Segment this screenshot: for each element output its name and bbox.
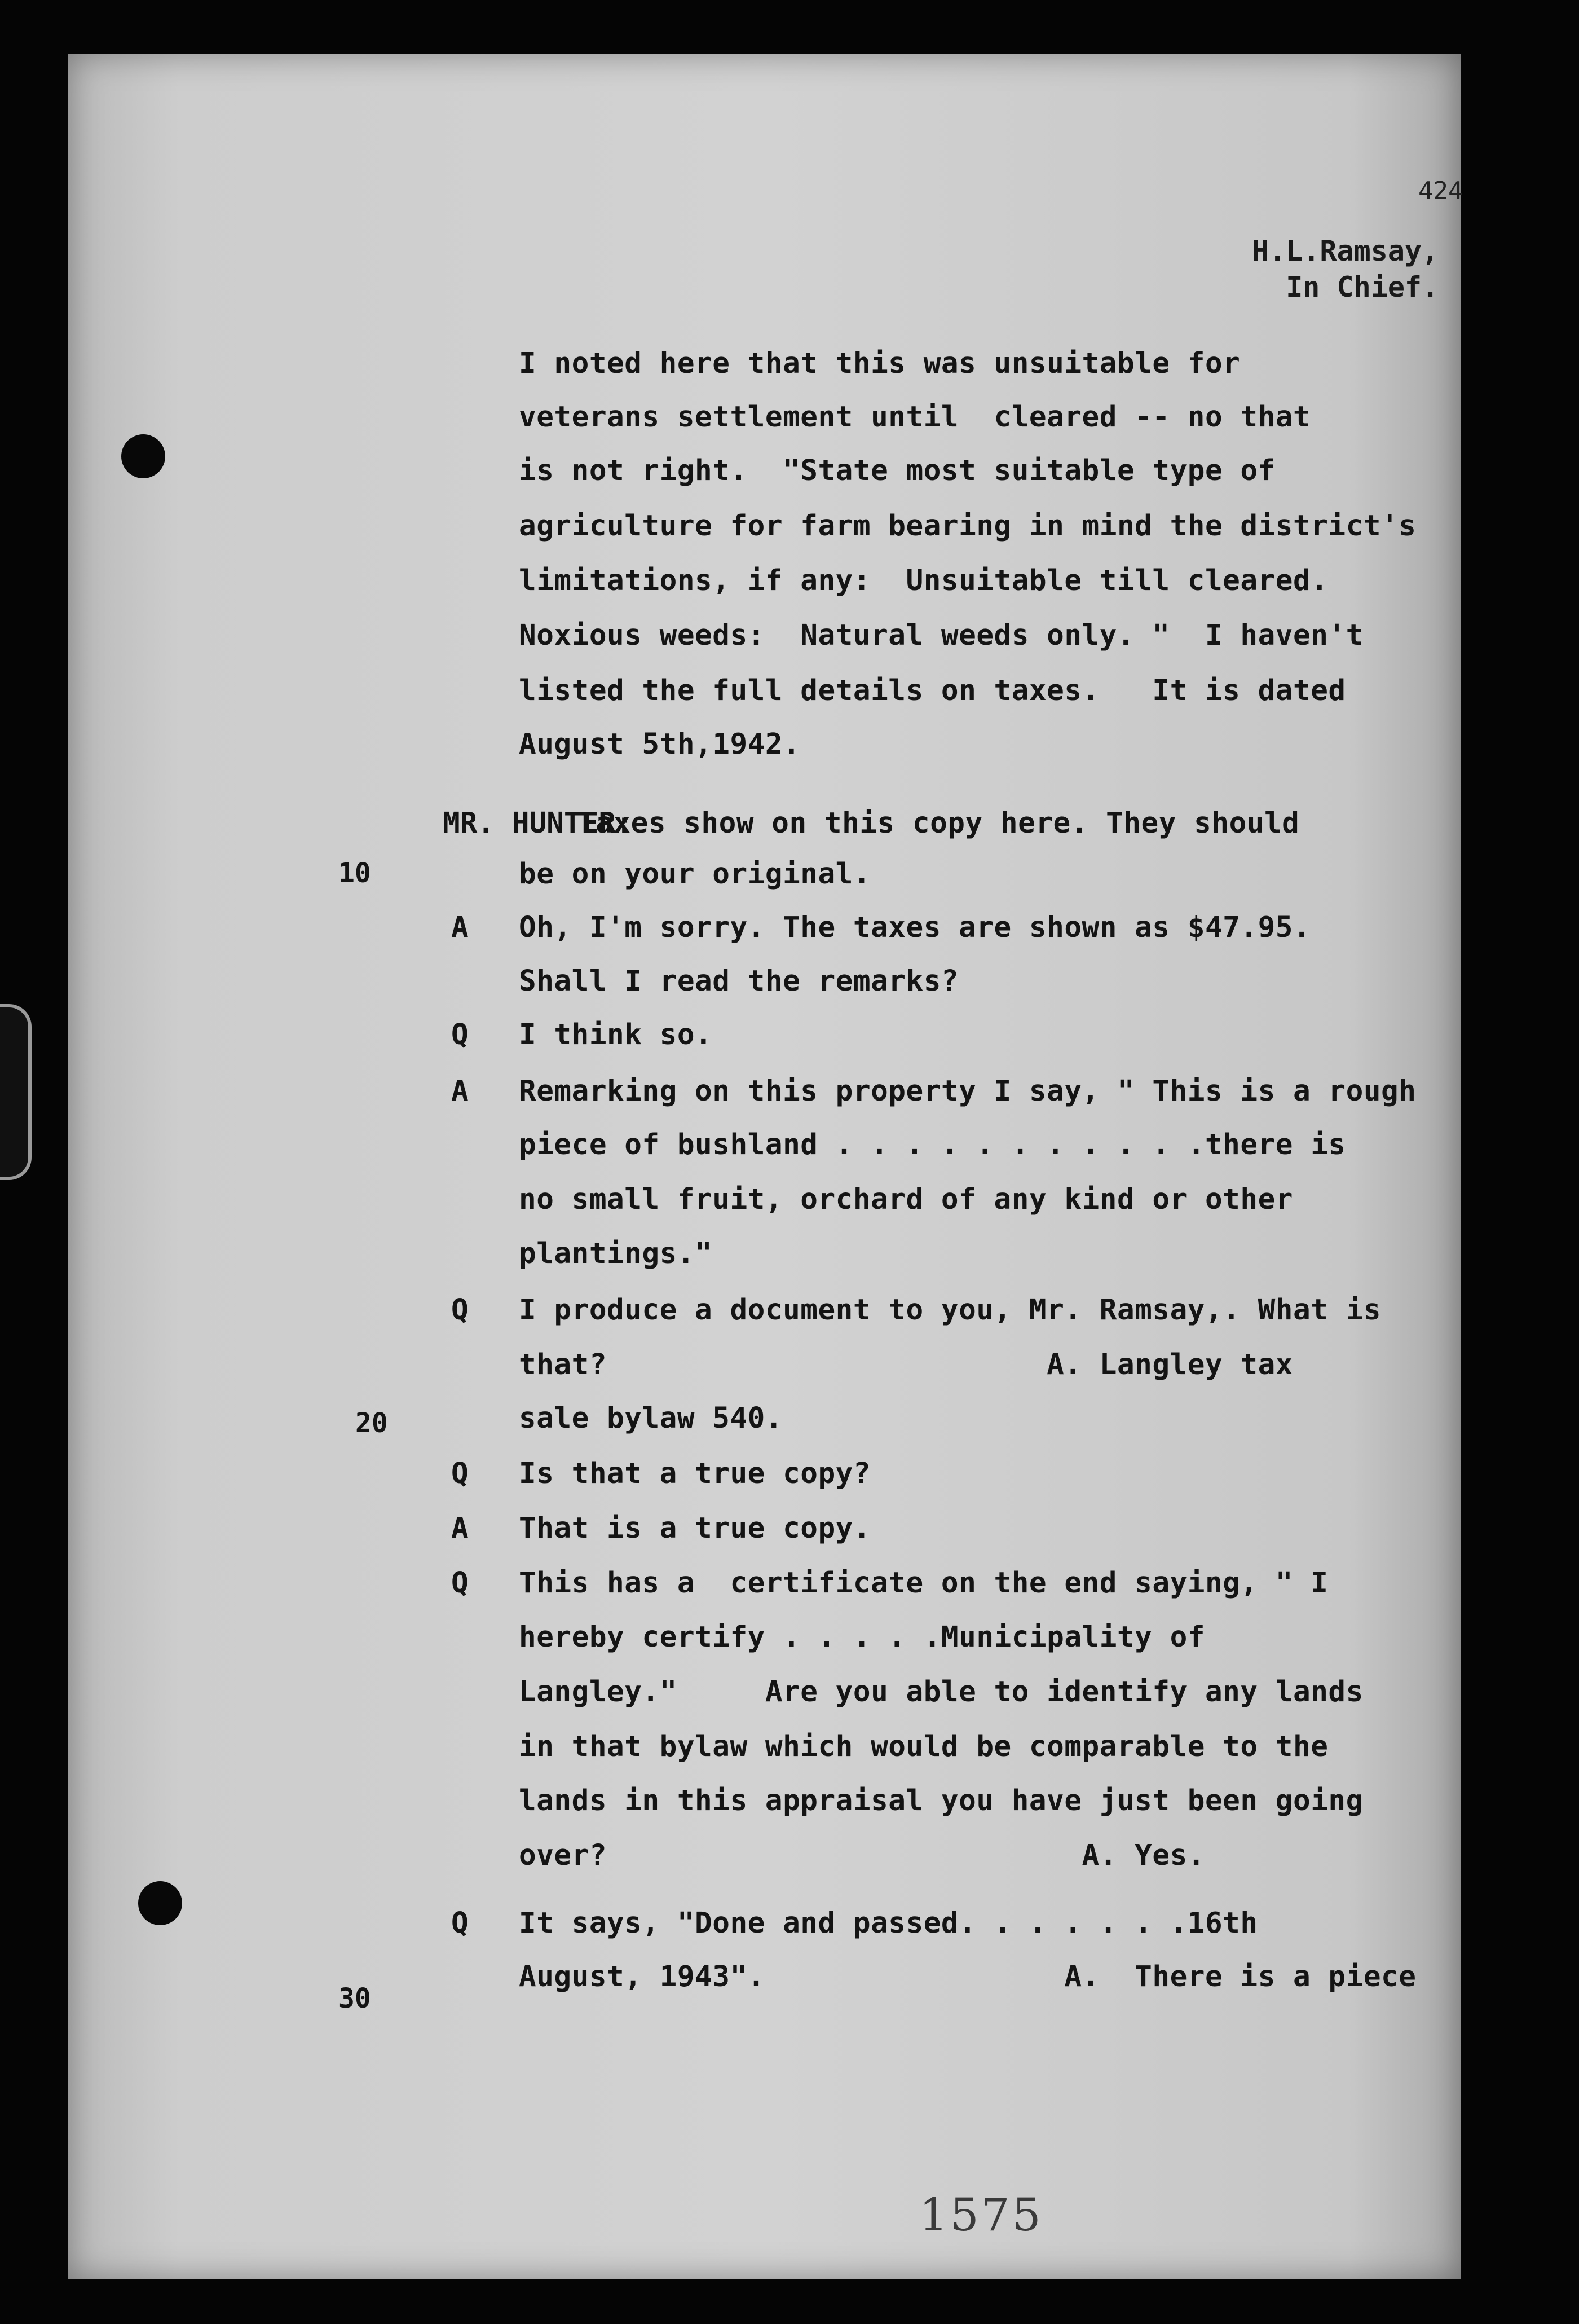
speaker-label: Q <box>451 1018 469 1051</box>
transcript-line: in that bylaw which would be comparable to the <box>519 1730 1329 1763</box>
transcript-line: August 5th,1942. <box>519 728 801 761</box>
transcript-line: I produce a document to you, Mr. Ramsay,. What is <box>519 1293 1382 1327</box>
speaker-label: Q <box>451 1907 469 1940</box>
transcript-line: Oh, I'm sorry. The taxes are shown as $47.95. <box>519 911 1311 944</box>
transcript-line: is not right. "State most suitable type of <box>519 454 1276 487</box>
transcript-line: Shall I read the remarks? <box>519 965 959 998</box>
page-stamp-number: 1575 <box>919 2189 1043 2241</box>
transcript-line: I noted here that this was unsuitable for <box>519 347 1241 380</box>
transcript-line: over? A. Yes. <box>519 1839 1205 1872</box>
witness-name: H.L.Ramsay, <box>1252 235 1439 267</box>
transcript-line: Langley." Are you able to identify any lands <box>519 1675 1364 1709</box>
speaker-label: A <box>451 1075 469 1108</box>
witness-heading <box>1252 233 1439 305</box>
transcript-line: Noxious weeds: Natural weeds only. " I haven't <box>519 619 1364 652</box>
transcript-line: It says, "Done and passed. . . . . . .16th <box>519 1907 1258 1940</box>
transcript-line: sale bylaw 540. <box>519 1402 783 1435</box>
transcript-line: listed the full details on taxes. It is dated <box>519 674 1346 707</box>
examination-type: In Chief. <box>1286 271 1439 303</box>
transcript-line: Remarking on this property I say, " This is a rough <box>519 1075 1417 1108</box>
transcript-line: be on your original. <box>519 857 871 891</box>
page-number: 424 <box>1418 177 1463 205</box>
transcript-line: I think so. <box>519 1018 713 1051</box>
transcript-line: That is a true copy. <box>519 1512 871 1545</box>
margin-line-number: 10 <box>338 857 371 889</box>
punch-hole-bottom <box>138 1881 182 1925</box>
transcript-line: Taxes show on this copy here. They should <box>578 807 1300 840</box>
transcript-line: This has a certificate on the end saying, " I <box>519 1566 1329 1600</box>
speaker-label: Q <box>451 1457 469 1490</box>
transcript-line: hereby certify . . . . .Municipality of <box>519 1621 1205 1654</box>
punch-hole-top <box>121 434 165 478</box>
transcript-line: that? A. Langley tax <box>519 1348 1294 1381</box>
transcript-line: plantings." <box>519 1237 713 1270</box>
speaker-label: MR. HUNTER: <box>443 807 633 840</box>
margin-line-number: 30 <box>338 1983 371 2014</box>
transcript-line: Is that a true copy? <box>519 1457 871 1490</box>
transcript-line: piece of bushland . . . . . . . . . . .there is <box>519 1128 1346 1161</box>
transcript-line: no small fruit, orchard of any kind or other <box>519 1183 1294 1216</box>
transcript-line: August, 1943". A. There is a piece <box>519 1960 1417 1993</box>
transcript-page <box>68 54 1461 2279</box>
transcript-line: limitations, if any: Unsuitable till cleared. <box>519 564 1329 597</box>
transcript-line: veterans settlement until cleared -- no that <box>519 400 1311 434</box>
speaker-label: Q <box>451 1293 469 1327</box>
transcript-line: agriculture for farm bearing in mind the district's <box>519 509 1417 543</box>
film-edge-mark <box>0 1004 32 1180</box>
margin-line-number: 20 <box>355 1407 388 1439</box>
speaker-label: A <box>451 911 469 944</box>
speaker-label: A <box>451 1512 469 1545</box>
speaker-label: Q <box>451 1566 469 1600</box>
transcript-line: lands in this appraisal you have just been going <box>519 1784 1364 1817</box>
